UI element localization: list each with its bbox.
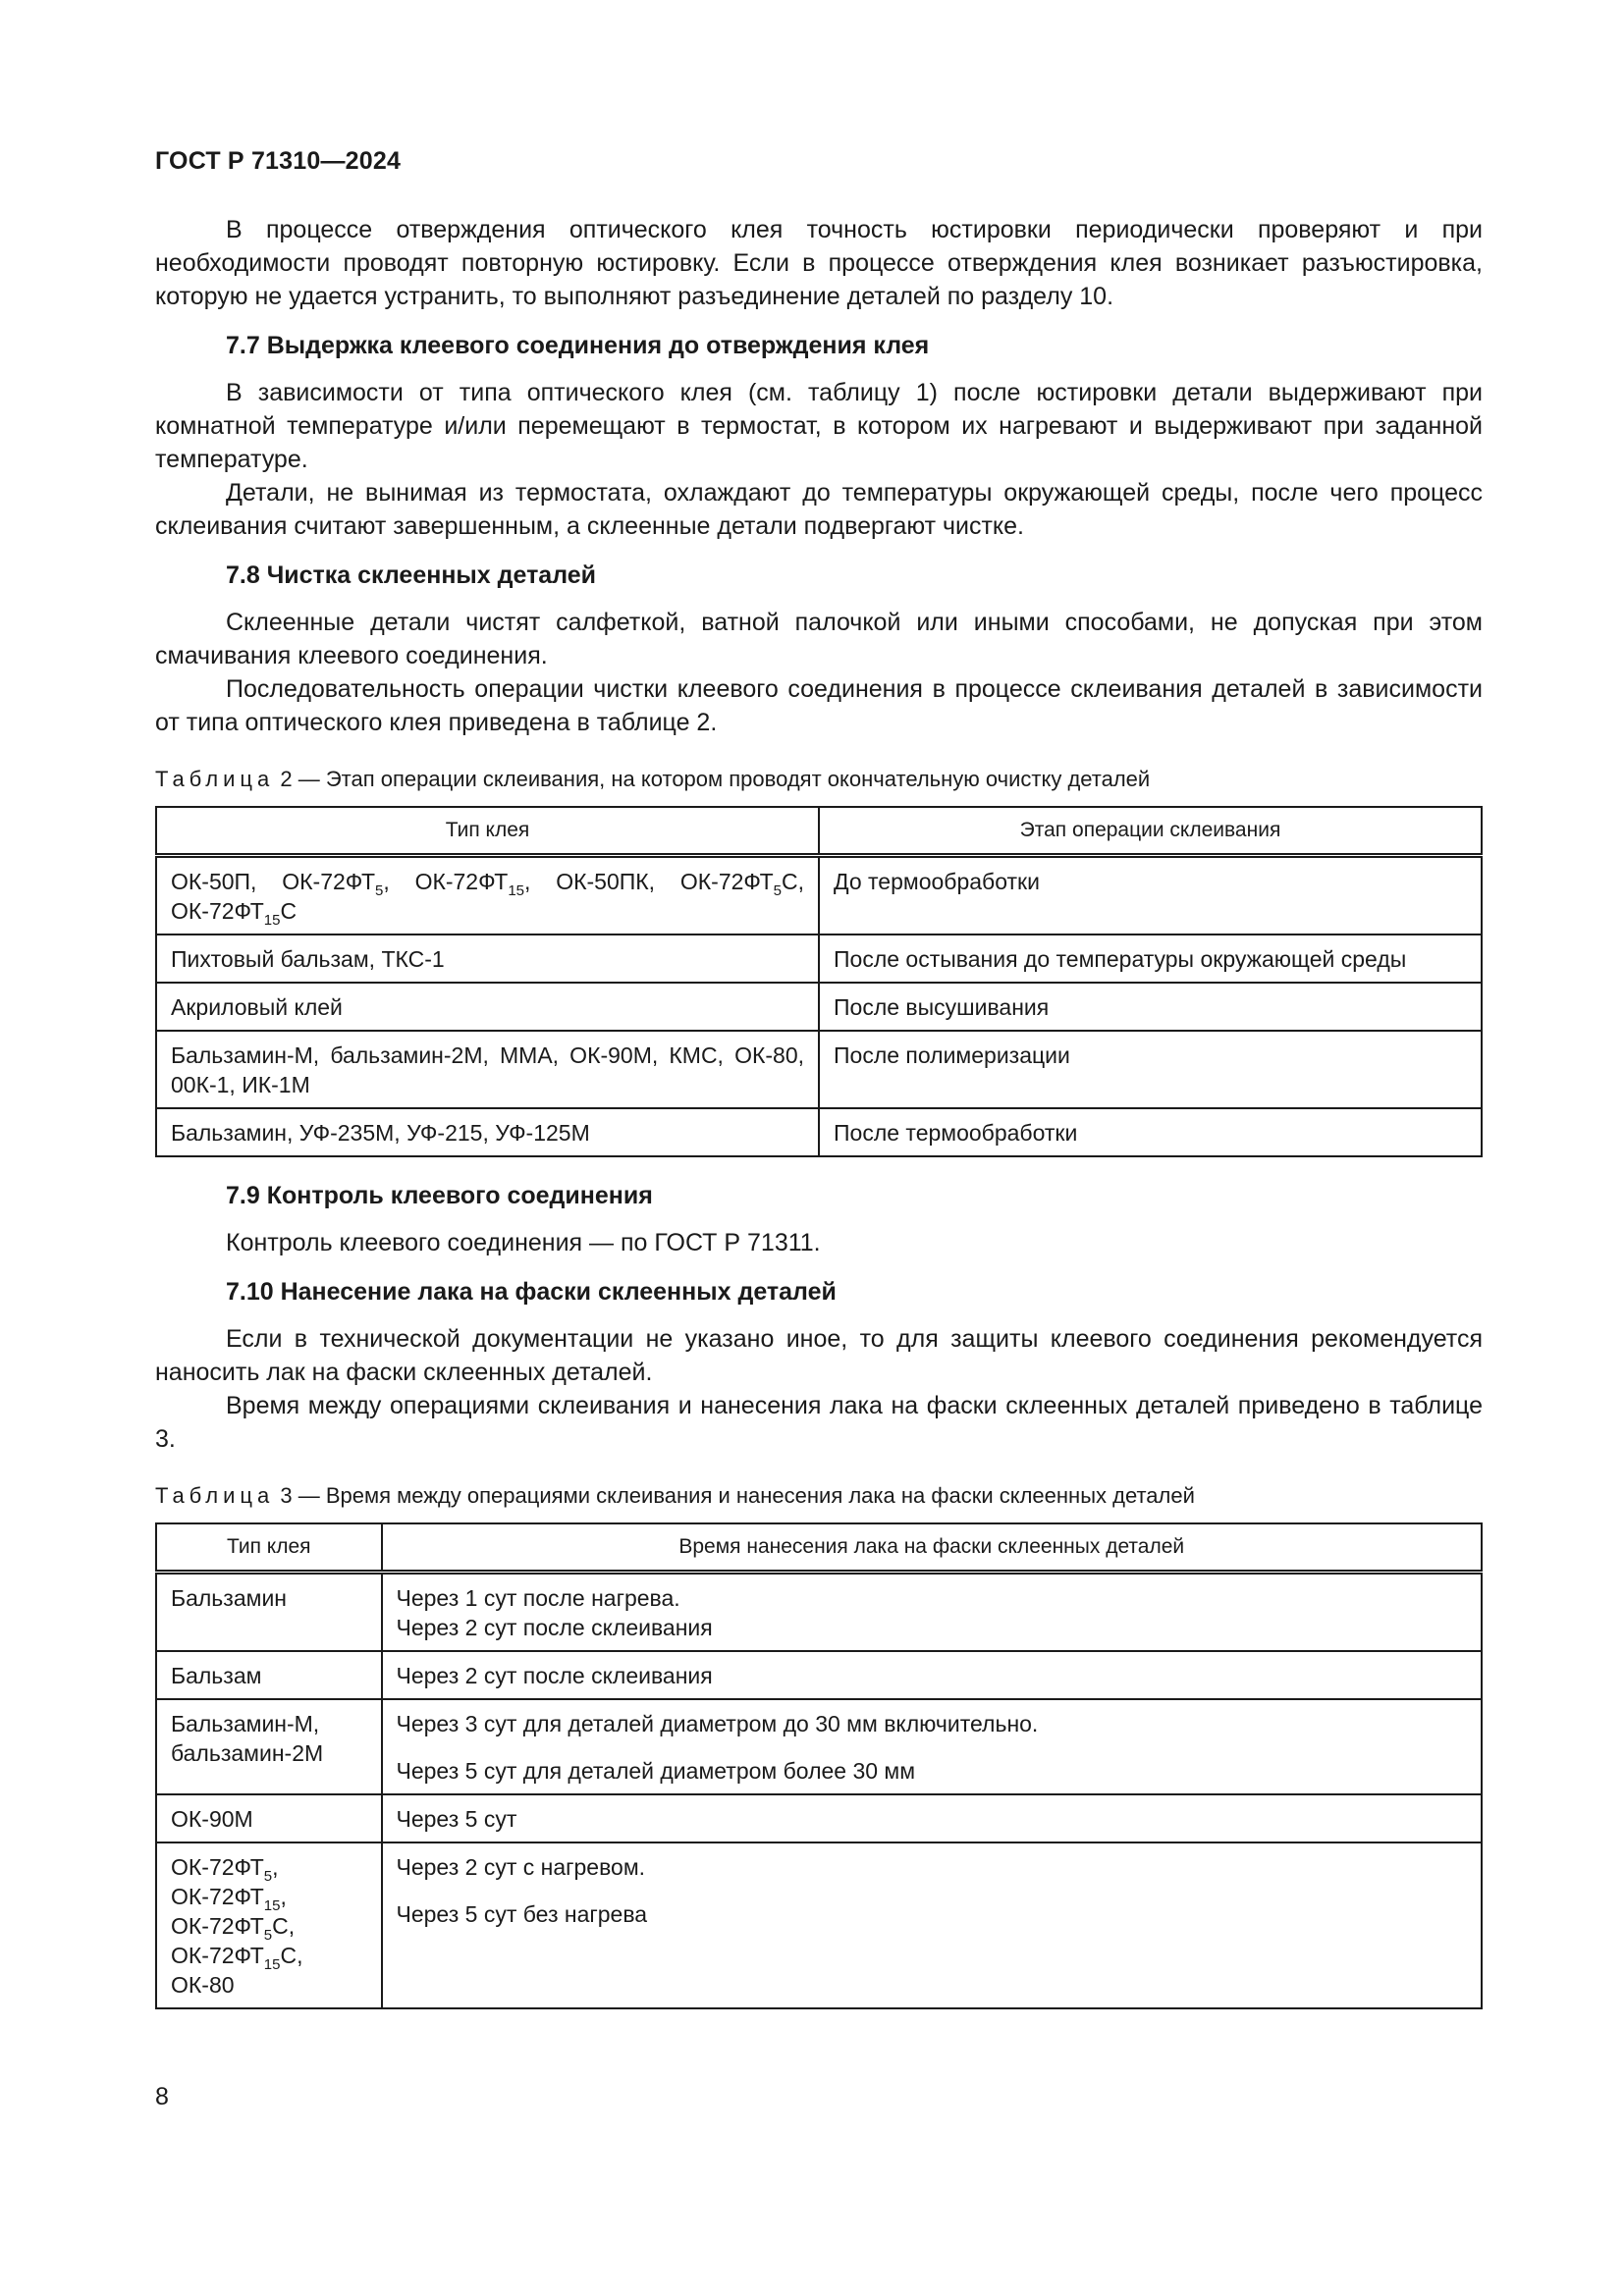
table-cell-lacquer-time [382,1573,1483,1652]
section-heading-7-8: 7.8 Чистка склеенных деталей [226,561,597,589]
table-cell-adhesive-type: Пихтовый бальзам, ТКС-1 [156,934,819,983]
paragraph: Время между операциями склеивания и нанесения лака на фаски склеенных деталей приведено в таблице 3. [155,1392,1483,1453]
page-number: 8 [155,2083,169,2110]
paragraph: Если в технической документации не указано иное, то для защиты клеевого соединения рекомендуется наносить лак на фаски склеенных деталей. [155,1325,1483,1386]
table-row [156,983,1482,1031]
table-cell-adhesive-type: ОК-50П, $ОК-72ФТ_5$, $ОК-72ФТ_{15}$, ОК-50ПК, $ОК-72ФТ_5С$, $ОК-72ФТ_{15}С$ [156,856,819,935]
cell-line: Через 5 сут без нагрева [396,1901,648,1927]
table-cell-adhesive-type: Бальзамин [156,1573,382,1652]
table-row [156,1031,1482,1108]
document-page [155,147,1483,2009]
section-heading-7-10: 7.10 Нанесение лака на фаски склеенных деталей [226,1278,837,1306]
table-cell-adhesive-type: Бальзам [156,1651,382,1699]
cell-line: Через 2 сут после склеивания [396,1663,713,1688]
paragraph: Последовательность операции чистки клеевого соединения в процессе склеивания деталей в зависимости от типа оптического клея приведена в таблице 2. [155,675,1483,736]
table-row [156,1842,1482,2008]
table-header-row [156,1523,1482,1573]
table-caption-text: 3 — Время между операциями склеивания и нанесения лака на фаски склеенных деталей [274,1483,1195,1508]
table-cell-operation-stage: После высушивания [819,983,1482,1031]
table-cell-adhesive-type: Бальзамин-М, бальзамин-2М [156,1699,382,1794]
column-header: Тип клея [156,807,819,856]
table-cell-operation-stage: После остывания до температуры окружающей среды [819,934,1482,983]
table-row [156,1573,1482,1652]
table-row [156,1651,1482,1699]
table-row [156,1699,1482,1794]
table-caption [155,765,1483,794]
section-heading-7-7: 7.7 Выдержка клеевого соединения до отверждения клея [226,332,930,359]
table-header-row [156,807,1482,856]
paragraph: В процессе отверждения оптического клея точность юстировки периодически проверяют и при необходимости проводят повторную юстировку. Если в процессе отверждения клея возникает разъюстировка, которую не удается устранить, то выполняют разъединение деталей по разделу 10. [155,216,1483,310]
table-cell-adhesive-type: $ОК-72ФТ_5$, $ОК-72ФТ_{15}$, $ОК-72ФТ_5С$, $ОК-72ФТ_{15}С$, ОК-80 [156,1842,382,2008]
column-header: Этап операции склеивания [819,807,1482,856]
table-caption-text: 2 — Этап операции склеивания, на котором проводят окончательную очистку деталей [274,767,1151,791]
table-caption-label: Таблица [155,767,275,791]
column-header: Время нанесения лака на фаски склеенных деталей [382,1523,1483,1573]
cell-line: Через 2 сут с нагревом. [396,1854,646,1880]
paragraph: В зависимости от типа оптического клея (см. таблицу 1) после юстировки детали выдерживают при комнатной температуре и/или перемещают в термостат, в котором их нагревают и выдерживают при заданной температуре. [155,379,1483,473]
column-header: Тип клея [156,1523,382,1573]
table-cell-lacquer-time [382,1842,1483,2008]
paragraph: Склеенные детали чистят салфеткой, ватной палочкой или иными способами, не допуская при этом смачивания клеевого соединения. [155,609,1483,669]
table-row [156,1108,1482,1156]
cell-line: Через 5 сут для деталей диаметром более 30 мм [396,1758,916,1784]
paragraph: Контроль клеевого соединения — по ГОСТ Р 71311. [226,1229,821,1256]
table-cell-operation-stage: После полимеризации [819,1031,1482,1108]
document-header: ГОСТ Р 71310—2024 [155,147,402,175]
table-row [156,934,1482,983]
table-cell-operation-stage: После термообработки [819,1108,1482,1156]
table-cell-lacquer-time [382,1794,1483,1842]
section-heading-7-9: 7.9 Контроль клеевого соединения [226,1182,653,1209]
table-3 [155,1522,1483,2009]
cell-line: Через 3 сут для деталей диаметром до 30 мм включительно. [396,1711,1039,1736]
table-cell-lacquer-time [382,1699,1483,1794]
cell-line: Через 2 сут после склеивания [396,1615,713,1640]
table-2 [155,806,1483,1157]
table-cell-adhesive-type: ОК-90М [156,1794,382,1842]
table-row [156,1794,1482,1842]
table-cell-adhesive-type: Бальзамин, УФ-235М, УФ-215, УФ-125М [156,1108,819,1156]
table-caption [155,1481,1483,1511]
cell-line: Через 1 сут после нагрева. [396,1585,680,1611]
cell-line: Через 5 сут [396,1806,517,1832]
table-cell-adhesive-type: Бальзамин-М, бальзамин-2М, ММА, ОК-90М, КМС, ОК-80, 00К-1, ИК-1М [156,1031,819,1108]
table-cell-lacquer-time [382,1651,1483,1699]
table-row [156,856,1482,935]
paragraph: Детали, не вынимая из термостата, охлаждают до температуры окружающей среды, после чего процесс склеивания считают завершенным, а склеенные детали подвергают чистке. [155,479,1483,540]
table-cell-adhesive-type: Акриловый клей [156,983,819,1031]
table-caption-label: Таблица [155,1483,275,1508]
table-cell-operation-stage: До термообработки [819,856,1482,935]
